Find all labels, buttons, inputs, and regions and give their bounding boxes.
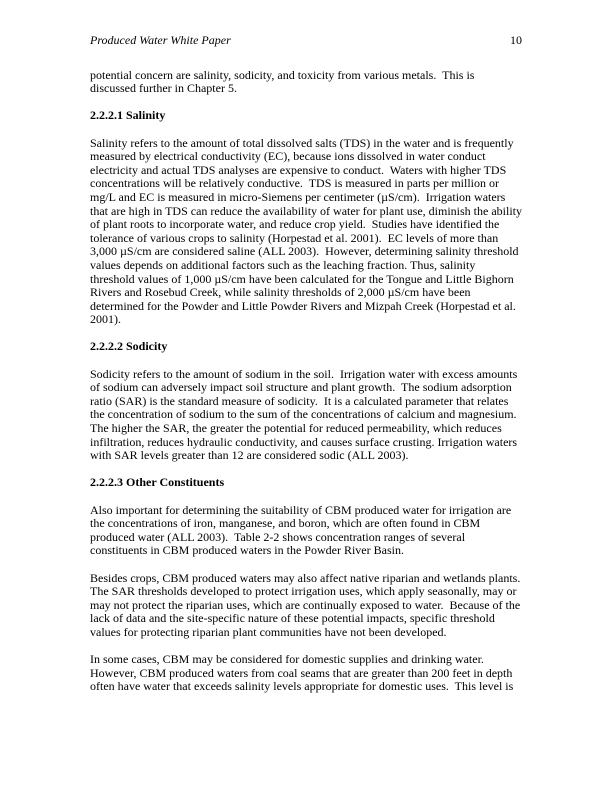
running-header-title: Produced Water White Paper <box>90 33 231 47</box>
paragraph-domestic-supplies: In some cases, CBM may be considered for domestic supplies and drinking water. However, CBM produced waters from coal seams that are greater than 200 feet in depth often have water that exceeds salinity levels appropriate for domestic uses. This level is <box>90 652 516 694</box>
section-heading-other-constituents: 2.2.2.3 Other Constituents <box>90 475 225 490</box>
paragraph-riparian-wetlands: Besides crops, CBM produced waters may also affect native riparian and wetlands plants. The SAR thresholds developed to protect irrigation uses, which apply seasonally, may or may not protect the riparian uses, which are continually exposed to water. Because of the lack of data and the site-specific nature of these potential impacts, specific threshold values for protecting riparian plant communities have not been developed. <box>90 570 524 639</box>
paragraph-sodicity: Sodicity refers to the amount of sodium in the soil. Irrigation water with excess amounts of sodium can adversely impact soil structure and plant growth. The sodium adsorption ratio (SAR) is the standard measure of sodicity. It is a calculated parameter that relates the concentration of sodium to the sum of the concentrations of calcium and magnesium. The higher the SAR, the greater the potential for reduced permeability, which reduces infiltration, reduces hydraulic conductivity, and causes surface crusting. Irrigation waters with SAR levels greater than 12 are considered sodic (ALL 2003). <box>90 366 521 463</box>
paragraph-other-constituents-irrigation: Also important for determining the suitability of CBM produced water for irrigation are the concentrations of iron, manganese, and boron, which are often found in CBM produced water (ALL 2003). Table 2-2 shows concentration ranges of several constituents in CBM produced waters in the Powder River Basin. <box>90 502 515 558</box>
paragraph-intro: potential concern are salinity, sodicity, and toxicity from various metals. This is discussed further in Chapter 5. <box>90 67 478 96</box>
paragraph-salinity: Salinity refers to the amount of total dissolved salts (TDS) in the water and is frequently measured by electrical conductivity (EC), because ions dissolved in water conduct electricity and actual TDS analyses are expensive to conduct. Waters with higher TDS concentrations will be relatively conductive. TDS is measured in parts per million or mg/L and EC is measured in micro-Siemens per centimeter (µS/cm). Irrigation waters that are high in TDS can reduce the availability of water for plant use, diminish the ability of plant roots to incorporate water, and reduce crop yield. Studies have identified the tolerance of various crops to salinity (Horpestad et al. 2001). EC levels of more than 3,000 µS/cm are considered saline (ALL 2003). However, determining salinity threshold values depends on additional factors such as the leaching fraction. Thus, salinity threshold values of 1,000 µS/cm have been calculated for the Tongue and Little Bighorn Rivers and Rosebud Creek, while salinity thresholds of 2,000 µS/cm have been determined for the Powder and Little Powder Rivers and Mizpah Creek (Horpestad et al. 2001). <box>90 135 525 327</box>
section-heading-salinity: 2.2.2.1 Salinity <box>90 108 166 123</box>
section-heading-sodicity: 2.2.2.2 Sodicity <box>90 339 168 354</box>
page-number: 10 <box>510 33 522 47</box>
page-header <box>90 34 522 48</box>
